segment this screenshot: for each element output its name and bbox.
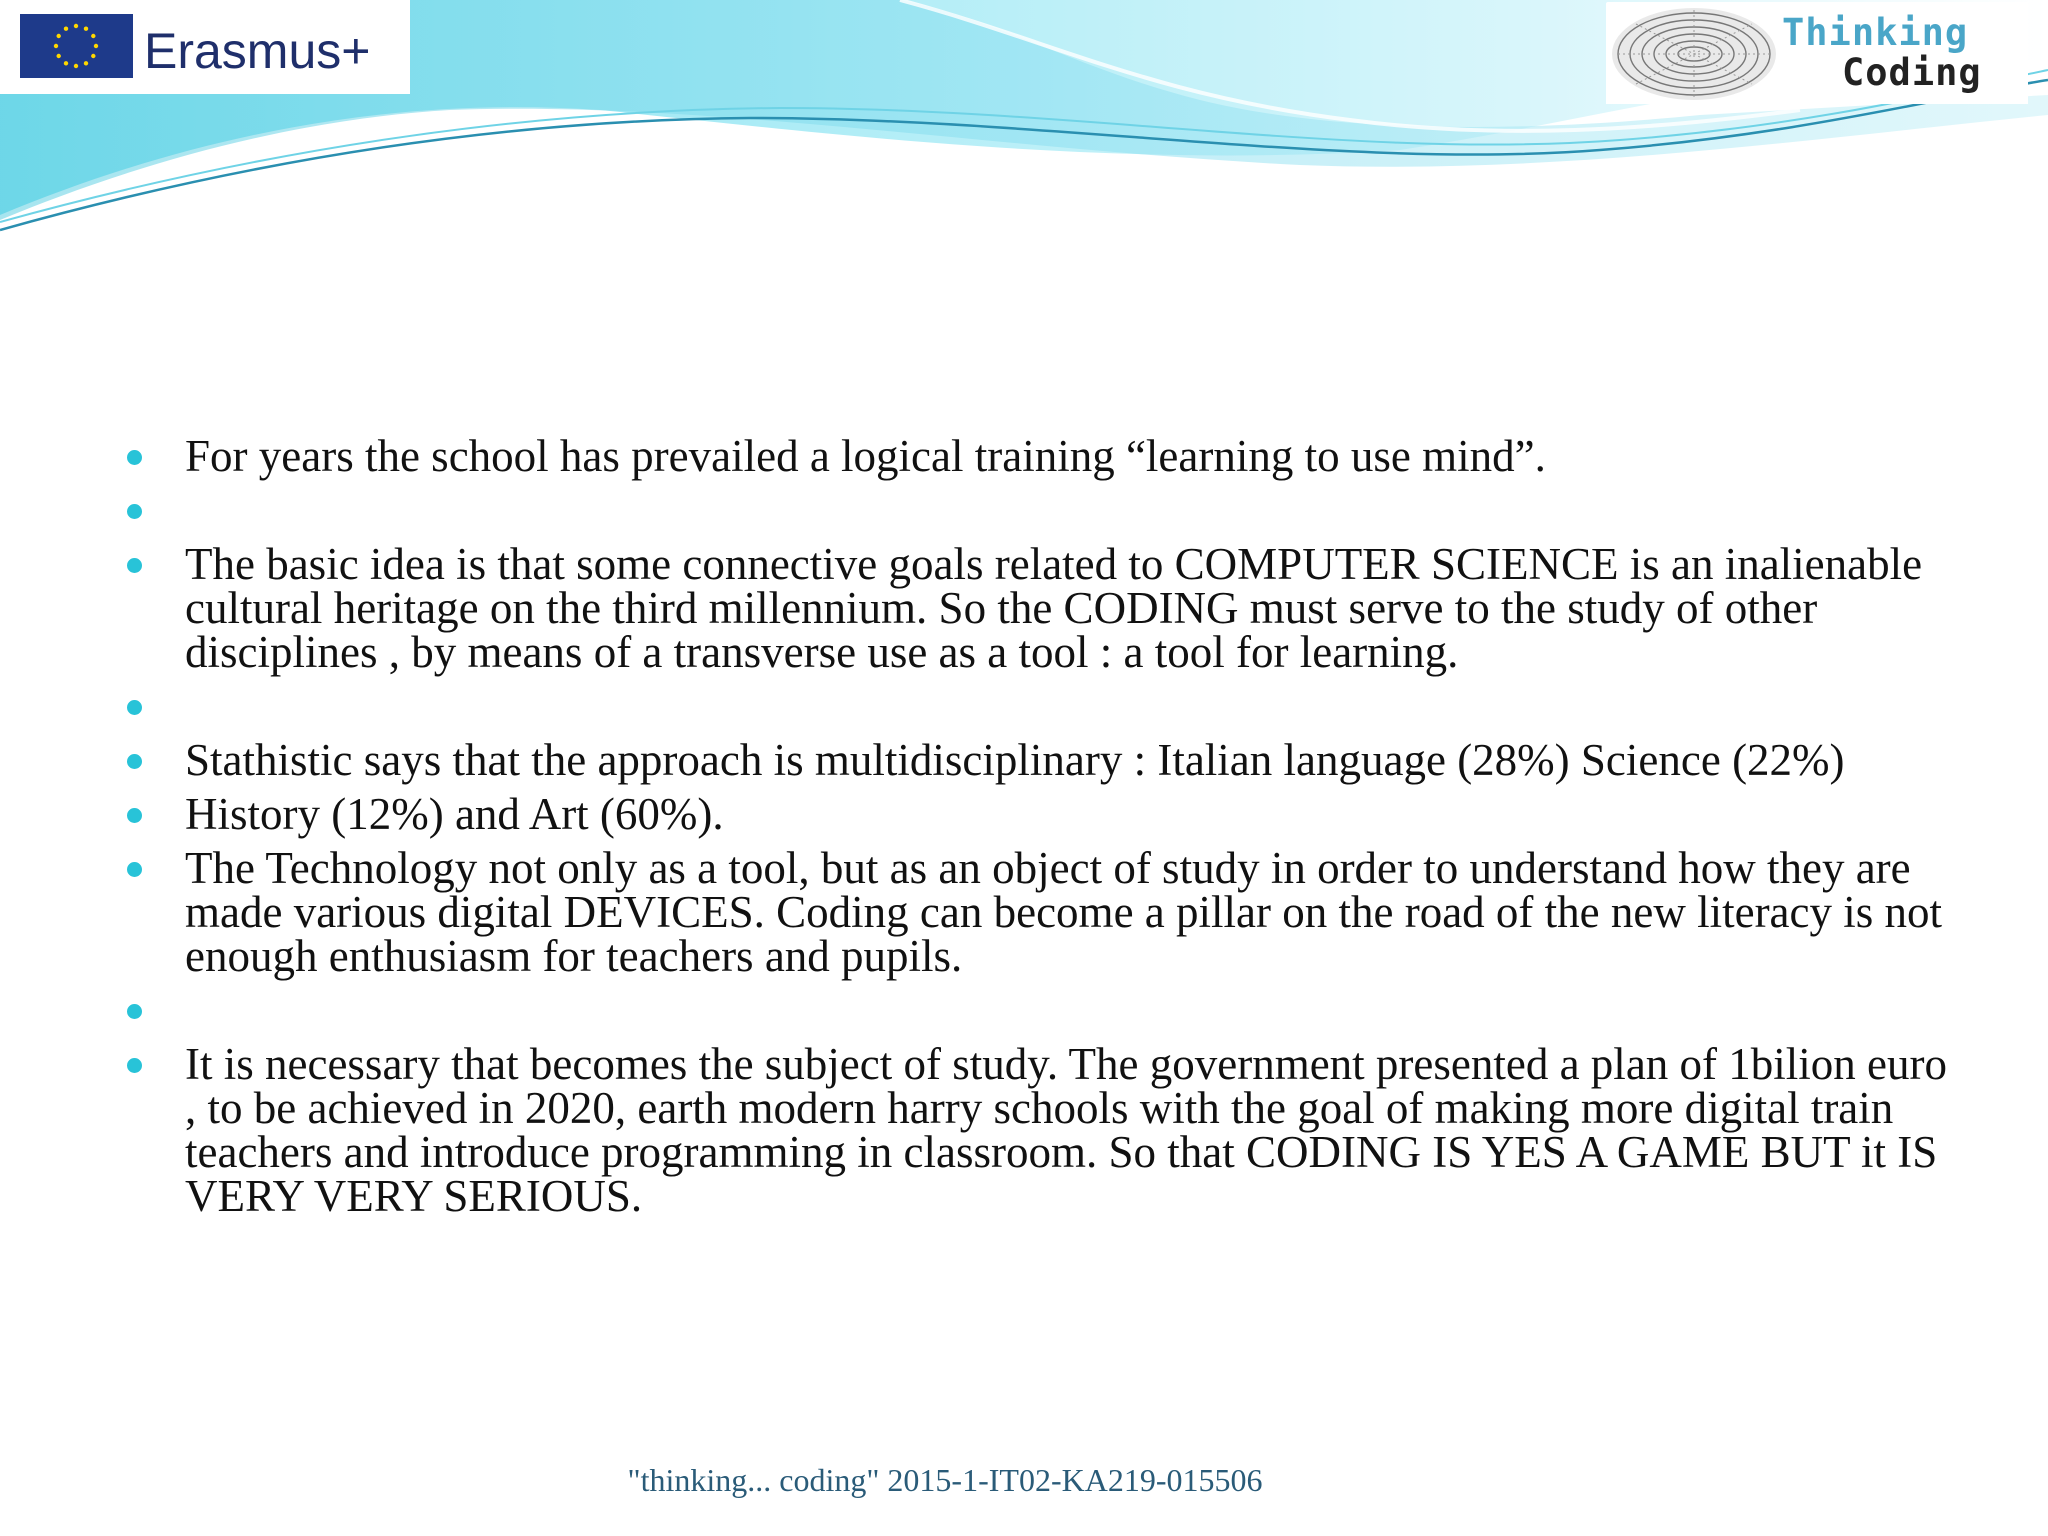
bullet-item (122, 539, 1952, 677)
brain-text-icon (1606, 4, 1782, 104)
bullet-text: The Technology not only as a tool, but as an object of study in order to understand how they are made various digital DEVICES. Coding can become a pillar on the road of the new literacy is not enough enthusiasm for teachers and pupils. (185, 843, 1943, 981)
bullet-text: The basic idea is that some connective goals related to COMPUTER SCIENCE is an inalienable cultural heritage on the third millennium. So the CODING must serve to the study of other disciplines , by means of a transverse use as a tool : a tool for learning. (185, 539, 1923, 677)
bullet-item (122, 431, 1952, 481)
bullet-item (122, 488, 1952, 532)
coding-wordmark: Coding (1842, 51, 1982, 94)
bullet-item (122, 988, 1952, 1032)
bullet-dot-icon (127, 700, 142, 715)
erasmus-logo (0, 0, 410, 94)
bullet-dot-icon (127, 558, 142, 573)
bullet-dot-icon (127, 1058, 142, 1073)
bullet-item (122, 1039, 1952, 1221)
bullet-list (122, 431, 1952, 1228)
bullet-text: For years the school has prevailed a logical training “learning to use mind”. (185, 431, 1546, 481)
bullet-text: Stathistic says that the approach is multidisciplinary : Italian language (28%) Science (22%) (185, 735, 1845, 785)
footer-project-code: "thinking... coding" 2015-1-IT02-KA219-015506 (627, 1462, 1263, 1498)
eu-flag-icon (20, 14, 133, 78)
thinking-coding-logo (1606, 2, 2028, 104)
thinking-wordmark: Thinking (1782, 11, 1969, 54)
bullet-dot-icon (127, 754, 142, 769)
bullet-dot-icon (127, 1004, 142, 1019)
bullet-text: It is necessary that becomes the subject of study. The government presented a plan of 1bilion euro , to be achieved in 2020, earth modern harry schools with the goal of making more digital train teachers and introduce programming in classroom. So that CODING IS YES A GAME BUT it IS VERY VERY SERIOUS. (185, 1039, 1947, 1221)
bullet-text: History (12%) and Art (60%). (185, 789, 724, 839)
bullet-item (122, 843, 1952, 981)
bullet-dot-icon (127, 862, 142, 877)
bullet-item (122, 789, 1952, 839)
bullet-dot-icon (127, 450, 142, 465)
bullet-item (122, 735, 1952, 785)
bullet-dot-icon (127, 504, 142, 519)
bullet-item (122, 684, 1952, 728)
bullet-dot-icon (127, 808, 142, 823)
erasmus-wordmark: Erasmus+ (144, 23, 371, 79)
